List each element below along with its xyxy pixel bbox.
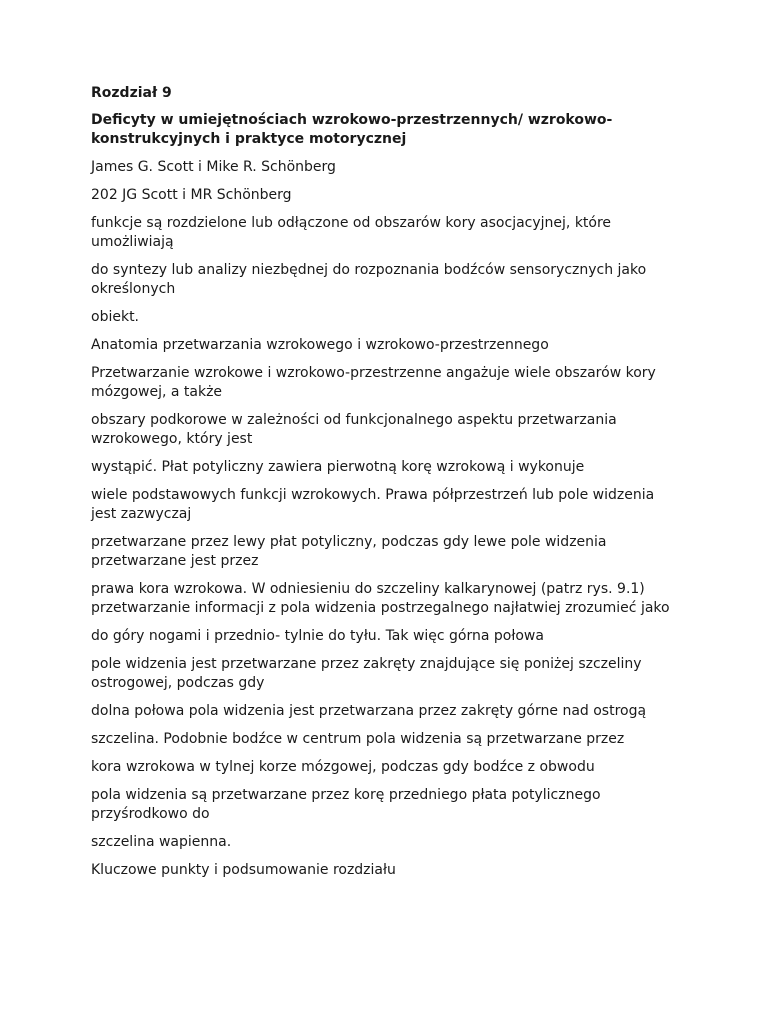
paragraph: obszary podkorowe w zależności od funkcjonalnego aspektu przetwarzania wzrokowego, który jest <box>91 412 617 447</box>
paragraph: prawa kora wzrokowa. W odniesieniu do szczeliny kalkarynowej (patrz rys. 9.1) przetwarzanie informacji z pola widzenia postrzegalnego najłatwiej zrozumieć jako <box>91 581 670 616</box>
paragraph: wiele podstawowych funkcji wzrokowych. Prawa półprzestrzeń lub pole widzenia jest zazwyczaj <box>91 487 655 522</box>
chapter-label: Rozdział 9 <box>91 85 172 101</box>
paragraph: Przetwarzanie wzrokowe i wzrokowo-przestrzenne angażuje wiele obszarów kory mózgowej, a także <box>91 365 656 400</box>
authors: James G. Scott i Mike R. Schönberg <box>91 159 336 175</box>
paragraph: do syntezy lub analizy niezbędnej do rozpoznania bodźców sensorycznych jako określonych <box>91 262 647 297</box>
paragraph: kora wzrokowa w tylnej korze mózgowej, podczas gdy bodźce z obwodu <box>91 759 595 775</box>
section-heading: Anatomia przetwarzania wzrokowego i wzrokowo-przestrzennego <box>91 337 549 353</box>
paragraph: pole widzenia jest przetwarzane przez zakręty znajdujące się poniżej szczeliny ostrogowej, podczas gdy <box>91 656 642 691</box>
paragraph: do góry nogami i przednio- tylnie do tyłu. Tak więc górna połowa <box>91 628 544 644</box>
paragraph: pola widzenia są przetwarzane przez korę przedniego płata potylicznego przyśrodkowo do <box>91 787 601 822</box>
paragraph: przetwarzane przez lewy płat potyliczny, podczas gdy lewe pole widzenia przetwarzane jest przez <box>91 534 607 569</box>
paragraph: wystąpić. Płat potyliczny zawiera pierwotną korę wzrokową i wykonuje <box>91 459 585 475</box>
chapter-title: Deficyty w umiejętnościach wzrokowo-przestrzennych/ wzrokowo-konstrukcyjnych i praktyce motorycznej <box>91 112 613 147</box>
paragraph: funkcje są rozdzielone lub odłączone od obszarów kory asocjacyjnej, które umożliwiają <box>91 215 612 250</box>
paragraph: dolna połowa pola widzenia jest przetwarzana przez zakręty górne nad ostrogą <box>91 703 647 719</box>
paragraph: obiekt. <box>91 309 140 325</box>
document-page <box>91 84 681 889</box>
paragraph: szczelina. Podobnie bodźce w centrum pola widzenia są przetwarzane przez <box>91 731 625 747</box>
paragraph: szczelina wapienna. <box>91 834 232 850</box>
running-header: 202 JG Scott i MR Schönberg <box>91 187 292 203</box>
section-heading: Kluczowe punkty i podsumowanie rozdziału <box>91 862 396 878</box>
